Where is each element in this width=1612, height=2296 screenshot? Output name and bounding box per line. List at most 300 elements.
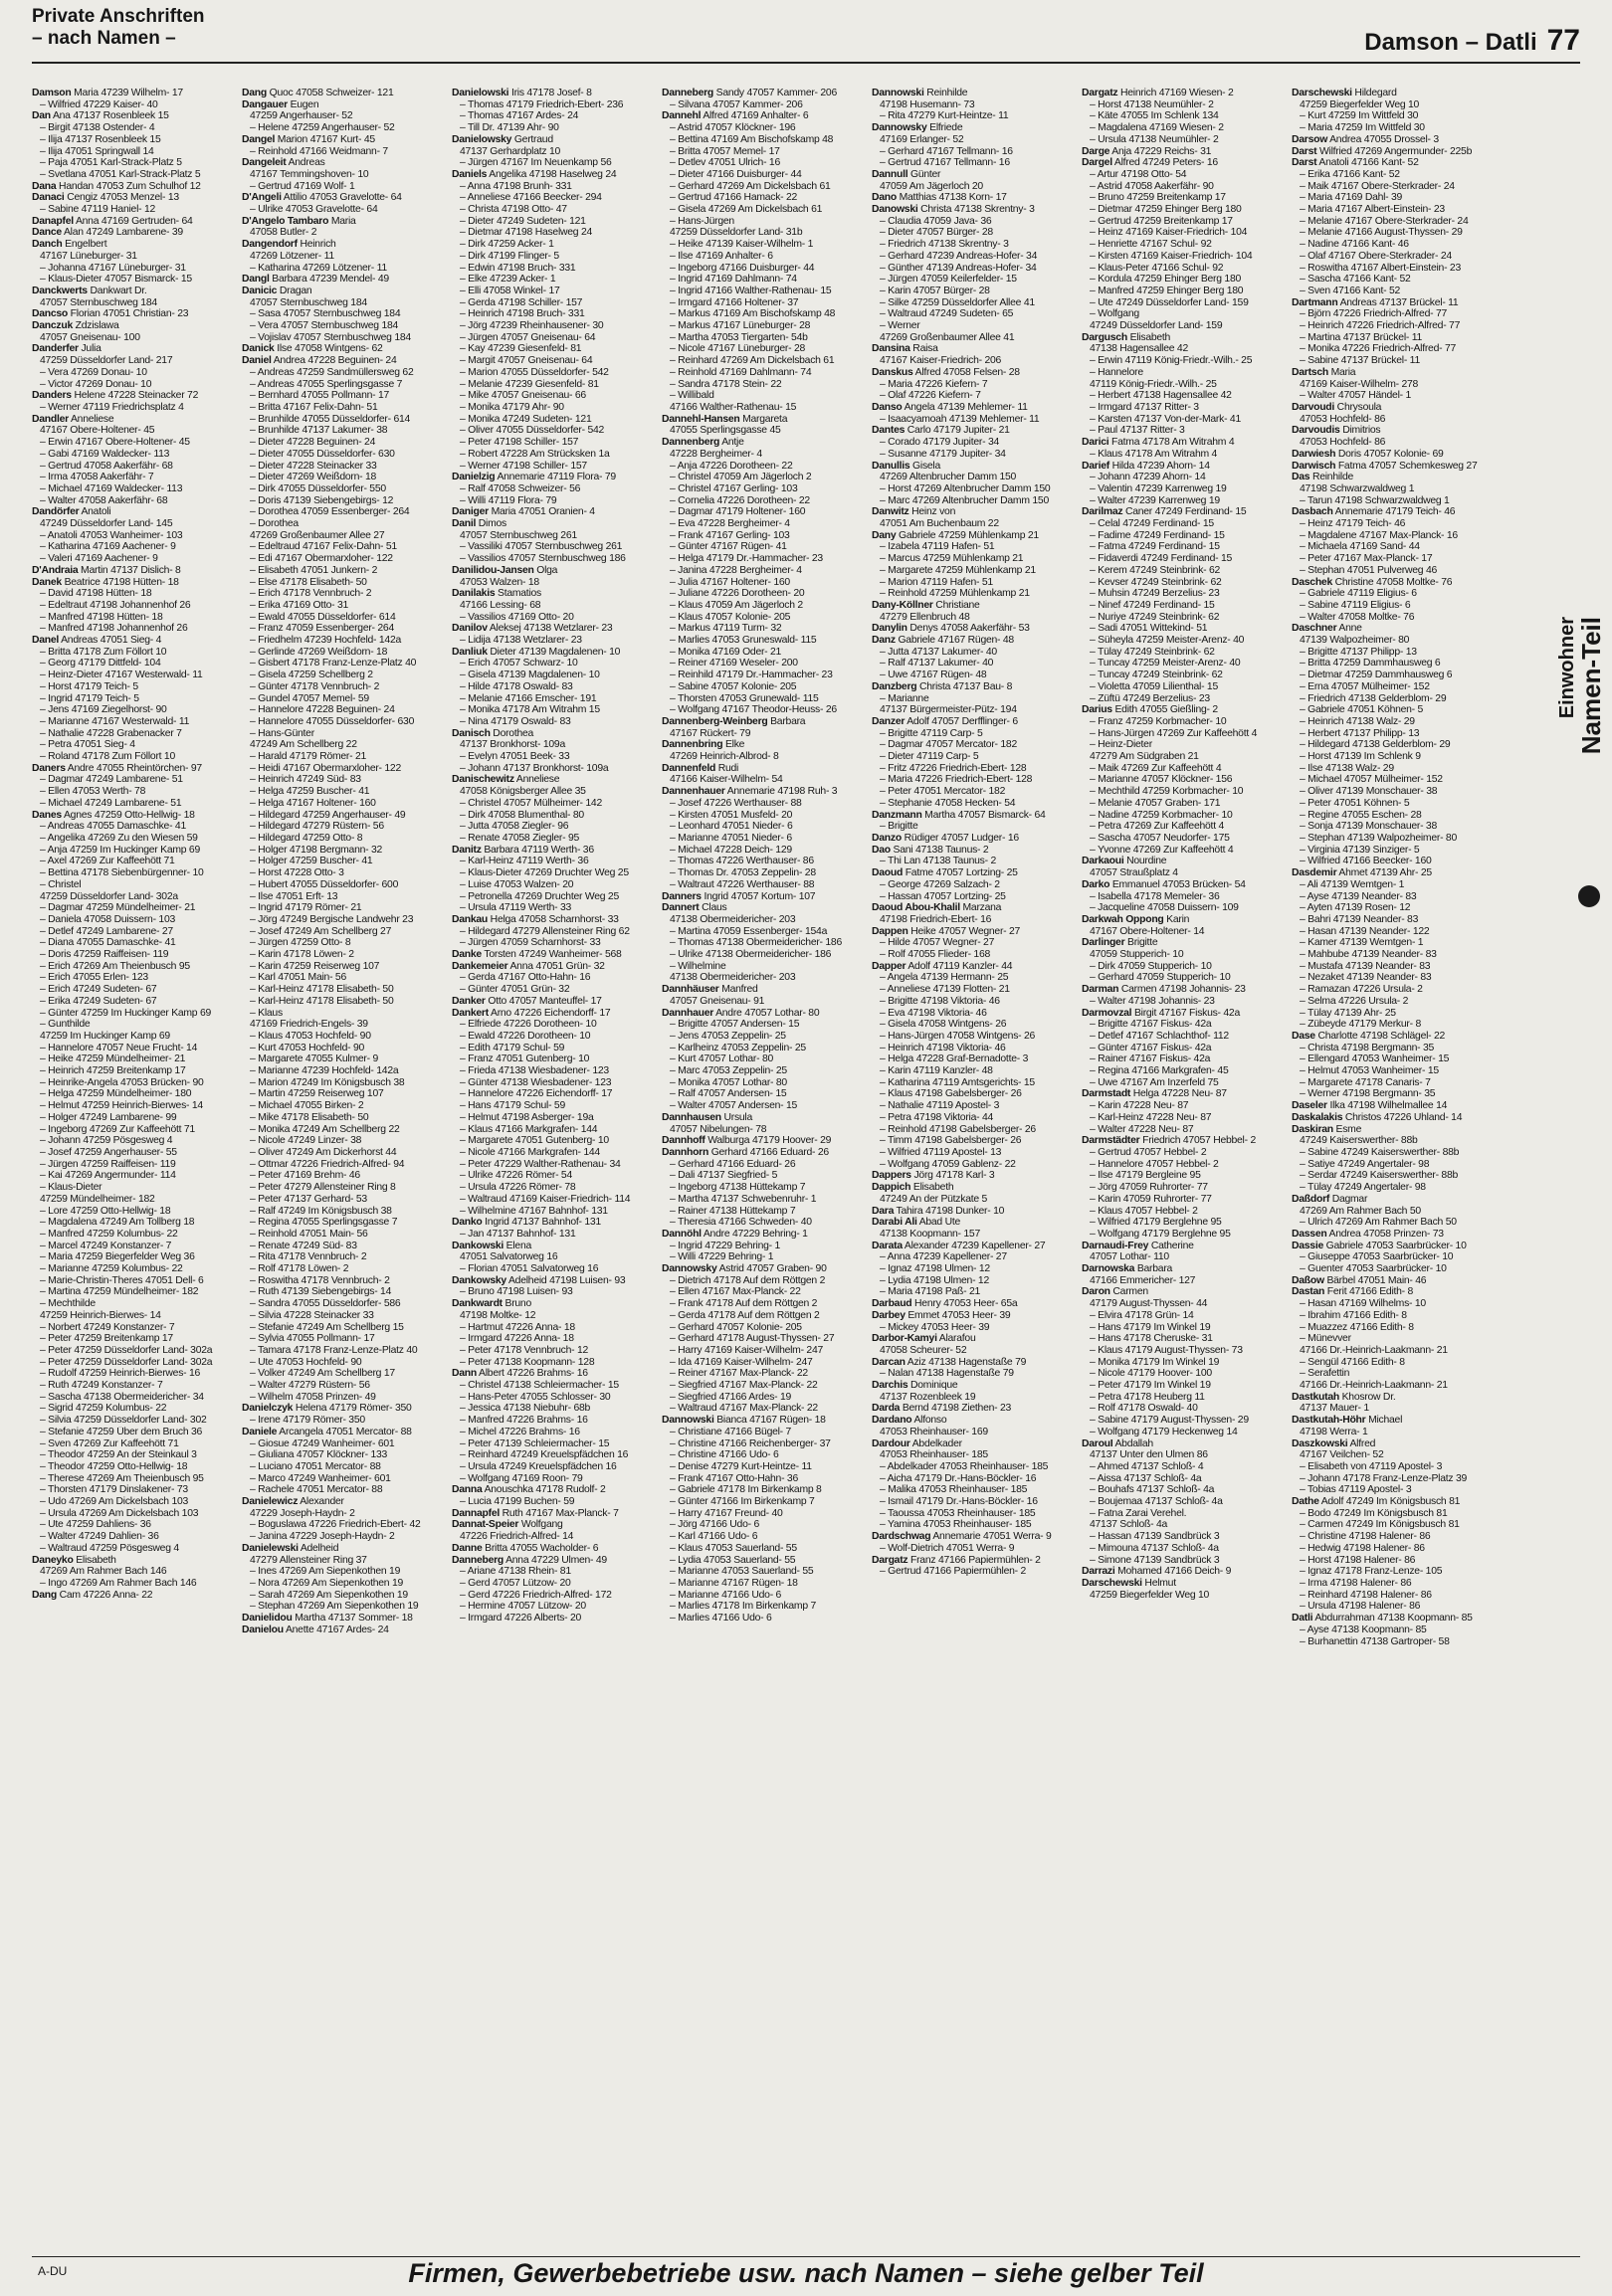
entry-details: Annemarie 47179 Teich- 46 bbox=[1332, 506, 1456, 518]
continuation-entry: – Wolfgang 47059 Gablenz- 22 bbox=[880, 1158, 1016, 1170]
continuation-entry: – Sven 47269 Zur Kaffeehött 71 bbox=[40, 1437, 179, 1449]
continuation-entry: – Ralf 47057 Andersen- 15 bbox=[670, 1088, 787, 1100]
continuation-entry: – Oliver 47139 Monschauer- 38 bbox=[1300, 786, 1438, 798]
continuation-entry: – Walter 47058 Aakerfähr- 68 bbox=[40, 494, 168, 506]
continuation-entry: – Harry 47167 Freund- 40 bbox=[670, 1507, 783, 1519]
continuation-entry: – Helga 47259 Buscher- 41 bbox=[250, 786, 370, 798]
surname-entry bbox=[1082, 88, 1286, 99]
surname: Darsow bbox=[1292, 133, 1328, 145]
continuation-entry: – Tuncay 47259 Meister-Arenz- 40 bbox=[1090, 658, 1241, 670]
continuation-entry: – Wolfgang 47179 Heckenweg 14 bbox=[1090, 1426, 1238, 1437]
continuation-entry: – Sven 47166 Kant- 52 bbox=[1300, 285, 1401, 296]
continuation-entry: – Sabine 47137 Brückel- 11 bbox=[1300, 355, 1420, 367]
continuation-entry: – Erwin 47119 König-Friedr.-Wilh.- 25 bbox=[1090, 355, 1253, 367]
entry-details: Doris 47057 Kolonie- 69 bbox=[1335, 448, 1444, 460]
entry-details: Dragan bbox=[277, 285, 312, 296]
continuation-entry: – Christel 47057 Mülheimer- 142 bbox=[460, 797, 602, 809]
surname-entry bbox=[242, 99, 446, 111]
surname-entry bbox=[1292, 1100, 1496, 1112]
continuation-entry: 47051 Am Buchenbaum 22 bbox=[880, 518, 999, 530]
surname: Danes bbox=[32, 809, 62, 821]
continuation-entry: – Christel bbox=[40, 878, 82, 890]
continuation-entry: – Irmgard 47137 Ritter- 3 bbox=[1090, 401, 1199, 413]
surname-entry bbox=[32, 286, 236, 297]
surname-entry bbox=[1292, 1124, 1496, 1136]
entry-details: Otto 47057 Manteuffel- 17 bbox=[485, 995, 602, 1007]
entry-details: Manfred bbox=[718, 984, 758, 996]
continuation-entry: – Hassan 47139 Sandbrück 3 bbox=[1090, 1531, 1220, 1543]
entry-details: Anatoli bbox=[79, 506, 111, 518]
surname: Darko bbox=[1082, 878, 1110, 890]
continuation-entry: 47053 Hochfeld- 86 bbox=[1300, 437, 1386, 449]
surname: Darwisch bbox=[1292, 460, 1336, 472]
continuation-entry: – Friedhelm 47239 Hochfeld- 142a bbox=[250, 635, 401, 647]
entry-details: Ingrid 47057 Kortum- 107 bbox=[701, 890, 816, 902]
surname: Danisch bbox=[452, 727, 491, 739]
surname-entry bbox=[1292, 1112, 1496, 1124]
continuation-entry: – Herbert 47138 Hagensallee 42 bbox=[1090, 390, 1232, 402]
continuation-entry: – Johann 47259 Pösgesweg 4 bbox=[40, 1135, 173, 1147]
continuation-entry: – Nadine 47259 Korbmacher- 10 bbox=[1090, 809, 1233, 821]
surname: Danullis bbox=[872, 460, 910, 472]
continuation-entry: – Horst 47198 Halener- 86 bbox=[1300, 1554, 1416, 1566]
continuation-entry: – Gerd 47057 Lützow- 20 bbox=[460, 1578, 571, 1589]
continuation-entry: – Brigitte 47198 Viktoria- 46 bbox=[880, 995, 1000, 1007]
surname-entry bbox=[872, 1380, 1076, 1392]
surname: Danaci bbox=[32, 192, 65, 204]
surname-entry bbox=[1292, 88, 1496, 99]
continuation-entry: – Ursula 47119 Werth- 33 bbox=[460, 902, 572, 914]
continuation-entry: – Gunthilde bbox=[40, 1019, 91, 1031]
continuation-entry: – Hans-Jürgen 47058 Wintgens- 26 bbox=[880, 1030, 1036, 1042]
surname: Dannhorn bbox=[662, 1146, 709, 1158]
entry-details: Reinhilde bbox=[1310, 472, 1354, 483]
continuation-entry: 47179 August-Thyssen- 44 bbox=[1090, 1298, 1208, 1310]
surname: Danch bbox=[32, 239, 63, 251]
continuation-entry: – Anneliese 47139 Flotten- 21 bbox=[880, 984, 1010, 996]
surname: Daschek bbox=[1292, 576, 1332, 588]
continuation-entry: 47057 Sternbuschweg 184 bbox=[250, 296, 367, 308]
surname-entry bbox=[452, 774, 656, 786]
continuation-entry: – Udo 47269 Am Dickelsbach 103 bbox=[40, 1496, 189, 1508]
continuation-entry: – Stephan 47139 Walpozheimer- 80 bbox=[1300, 833, 1457, 844]
surname: Daschner bbox=[1292, 623, 1337, 635]
continuation-entry: – Fatma 47249 Ferdinand- 15 bbox=[1090, 541, 1220, 553]
continuation-entry: – Reinhard 47249 Kreuelspfädchen 16 bbox=[460, 1449, 629, 1461]
continuation-entry: – Klaus 47198 Gabelsberger- 26 bbox=[880, 1088, 1022, 1100]
continuation-entry: – Kirsten 47051 Musfeld- 20 bbox=[670, 809, 793, 821]
continuation-entry: – Bettina 47169 Am Bischofskamp 48 bbox=[670, 133, 834, 145]
entry-details: Andreas 47051 Sieg- 4 bbox=[59, 635, 162, 647]
continuation-entry: – Klaus 47166 Markgrafen- 144 bbox=[460, 1123, 598, 1135]
continuation-entry: – Thomas 47138 Obermeidericher- 186 bbox=[670, 937, 842, 949]
continuation-entry: 47053 Rheinhauser- 185 bbox=[880, 1449, 988, 1461]
continuation-entry: – Marianne 47057 Klöckner- 156 bbox=[1090, 774, 1233, 786]
surname: Dappers bbox=[872, 1170, 911, 1182]
continuation-entry: – Celal 47249 Ferdinand- 15 bbox=[1090, 518, 1214, 530]
side-tab-line2: Namen-Teil bbox=[1576, 617, 1606, 755]
continuation-entry: – Peter 47169 Brehm- 46 bbox=[250, 1170, 360, 1182]
surname-entry bbox=[242, 1496, 446, 1508]
entry-details: Adelheid 47198 Luisen- 93 bbox=[505, 1274, 626, 1286]
surname: Dase bbox=[1292, 1030, 1315, 1042]
continuation-entry: – Kirsten 47169 Kaiser-Friedrich- 104 bbox=[1090, 250, 1253, 262]
surname: Daniele bbox=[242, 1426, 278, 1437]
entry-details: Henry 47053 Heer- 65a bbox=[911, 1298, 1018, 1310]
continuation-entry: – Monika 47226 Friedrich-Alfred- 77 bbox=[1300, 343, 1457, 355]
continuation-entry: – Heinrike-Angela 47053 Brücken- 90 bbox=[40, 1076, 204, 1088]
column-4 bbox=[662, 88, 866, 2256]
continuation-entry: – Gertrud 47166 Papiermühlen- 2 bbox=[880, 1566, 1027, 1578]
continuation-entry: – Nathalie 47228 Grabenacker 7 bbox=[40, 727, 182, 739]
continuation-entry: – Herbert 47137 Philipp- 13 bbox=[1300, 727, 1420, 739]
continuation-entry: – Maria 47226 Friedrich-Ebert- 128 bbox=[880, 774, 1033, 786]
surname-entry bbox=[452, 518, 656, 530]
continuation-entry: – Günter 47166 Im Birkenkamp 7 bbox=[670, 1496, 815, 1508]
entry-details: Britta 47055 Wacholder- 6 bbox=[482, 1542, 599, 1554]
continuation-entry: – Mike 47178 Elisabeth- 50 bbox=[250, 1111, 369, 1123]
continuation-entry: – Gerhard 47269 Am Dickelsbach 61 bbox=[670, 180, 831, 192]
surname: Darkwah Oppong bbox=[1082, 913, 1164, 925]
continuation-entry: – Gerhard 47239 Andreas-Hofer- 34 bbox=[880, 250, 1038, 262]
continuation-entry: – Thi Lan 47138 Taunus- 2 bbox=[880, 856, 996, 867]
continuation-entry: – Dieter 47166 Duisburger- 44 bbox=[670, 168, 802, 180]
entry-details: Helga 47228 Neu- 87 bbox=[1130, 1088, 1227, 1100]
continuation-entry: – Norbert 47249 Konstanzer- 7 bbox=[40, 1321, 175, 1333]
continuation-entry: – Reinhild 47179 Dr.-Hammacher- 23 bbox=[670, 670, 833, 681]
continuation-entry: 47169 Friedrich-Engels- 39 bbox=[250, 1019, 368, 1031]
continuation-entry: – Thomas 47167 Ardes- 24 bbox=[460, 110, 579, 122]
continuation-entry: – Hedwig 47198 Halener- 86 bbox=[1300, 1542, 1425, 1554]
continuation-entry: – Markus 47169 Am Bischofskamp 48 bbox=[670, 308, 836, 320]
surname-entry bbox=[452, 1241, 656, 1252]
continuation-entry: – Abdelkader 47053 Rheinhauser- 185 bbox=[880, 1460, 1049, 1472]
continuation-entry: – Bouhafs 47137 Schloß- 4a bbox=[1090, 1484, 1215, 1496]
surname-entry bbox=[242, 274, 446, 286]
entry-details: Olga bbox=[533, 564, 558, 576]
continuation-entry: – Stephan 47051 Pulverweg 46 bbox=[1300, 564, 1438, 576]
surname-entry bbox=[872, 1357, 1076, 1369]
continuation-entry: 47137 Gerhardplatz 10 bbox=[460, 145, 561, 157]
continuation-entry: 47137 Bürgermeister-Pütz- 194 bbox=[880, 704, 1017, 716]
continuation-entry: – Sabine 47119 Haniel- 12 bbox=[40, 204, 156, 216]
continuation-entry: 47053 Hochfeld- 86 bbox=[1300, 413, 1386, 425]
continuation-entry: – Heinrich 47138 Walz- 29 bbox=[1300, 715, 1415, 727]
entry-details: Raisa bbox=[909, 343, 938, 355]
continuation-entry: – Münevver bbox=[1300, 1333, 1351, 1345]
continuation-entry: – Edeltraut 47198 Johannenhof 26 bbox=[40, 599, 191, 611]
surname: Dathe bbox=[1292, 1496, 1319, 1508]
continuation-entry: 47167 Obere-Holtener- 14 bbox=[1090, 925, 1205, 937]
surname: Danne bbox=[452, 1542, 483, 1554]
surname: Danilov bbox=[452, 623, 488, 635]
continuation-entry: – Isabella 47178 Memeler- 36 bbox=[1090, 890, 1220, 902]
continuation-entry: 47166 Emmericher- 127 bbox=[1090, 1274, 1196, 1286]
continuation-entry: 47269 Großenbaumer Allee 41 bbox=[880, 331, 1015, 343]
continuation-entry: – Margarete 47259 Mühlenkamp 21 bbox=[880, 564, 1036, 576]
continuation-entry: – Julia 47167 Holtener- 160 bbox=[670, 576, 790, 588]
directory-columns bbox=[32, 88, 1534, 2256]
surname-entry bbox=[872, 425, 1076, 437]
entry-details: Abad Ute bbox=[916, 1217, 961, 1229]
continuation-entry: – Ursula 47226 Römer- 78 bbox=[460, 1182, 576, 1194]
entry-details: Christiane bbox=[932, 599, 980, 611]
continuation-entry: – Maria 47226 Kiefern- 7 bbox=[880, 378, 988, 390]
continuation-entry: – Maik 47269 Zur Kaffeehött 4 bbox=[1090, 762, 1222, 774]
entry-details: Adolf 47119 Kanzler- 44 bbox=[906, 960, 1013, 972]
entry-details: Anne bbox=[1336, 623, 1362, 635]
continuation-entry: 47198 Moltke- 12 bbox=[460, 1309, 536, 1321]
continuation-entry: 47058 Königsberger Allee 35 bbox=[460, 786, 586, 798]
entry-details: Annemarie 47198 Ruh- 3 bbox=[724, 786, 838, 798]
continuation-entry: – Willi 47119 Flora- 79 bbox=[460, 494, 557, 506]
surname-entry bbox=[32, 308, 236, 320]
continuation-entry: – Serafettin bbox=[1300, 1368, 1350, 1380]
surname-entry bbox=[32, 810, 236, 822]
continuation-entry: – Mahbube 47139 Neander- 83 bbox=[1300, 949, 1437, 961]
continuation-entry: – Ursula 47269 Am Dickelsbach 103 bbox=[40, 1507, 199, 1519]
surname-entry bbox=[452, 1217, 656, 1229]
surname-entry bbox=[1082, 1008, 1286, 1020]
continuation-entry: – Reinhold 47166 Weidmann- 7 bbox=[250, 145, 388, 157]
continuation-entry: – David 47198 Hütten- 18 bbox=[40, 588, 152, 600]
continuation-entry: – Walter 47228 Neu- 87 bbox=[1090, 1123, 1194, 1135]
surname: Dardano bbox=[872, 1415, 912, 1427]
continuation-entry: – Hildegard 47279 Allensteiner Ring 62 bbox=[460, 925, 630, 937]
continuation-entry: – Martina 47137 Brückel- 11 bbox=[1300, 331, 1423, 343]
continuation-entry: – Günter 47051 Grün- 32 bbox=[460, 984, 570, 996]
surname: Danil bbox=[452, 518, 477, 530]
continuation-entry: – Angela 47139 Hermann- 25 bbox=[880, 972, 1009, 984]
continuation-entry: 47169 Kaiser-Wilhelm- 278 bbox=[1300, 378, 1419, 390]
entry-details: Bärbel 47051 Main- 46 bbox=[1323, 1274, 1427, 1286]
entry-details: Sani 47138 Taunus- 2 bbox=[890, 844, 989, 856]
surname-entry bbox=[872, 1403, 1076, 1415]
surname: Danielczyk bbox=[242, 1403, 294, 1415]
surname-entry bbox=[872, 1438, 1076, 1450]
continuation-entry: – Nicole 47179 Hoover- 100 bbox=[1090, 1368, 1212, 1380]
continuation-entry: – Marianne 47051 Nieder- 6 bbox=[670, 833, 792, 844]
continuation-entry: – Sabine 47057 Kolonie- 205 bbox=[670, 680, 797, 692]
continuation-entry: 47167 Temmingshoven- 10 bbox=[250, 168, 369, 180]
continuation-entry: – Hannelore 47057 Hebbel- 2 bbox=[1090, 1158, 1219, 1170]
surname-entry bbox=[452, 728, 656, 740]
continuation-entry: 47259 Düsseldorfer Land- 31b bbox=[670, 227, 803, 239]
continuation-entry: – Ursula 47198 Halener- 86 bbox=[1300, 1601, 1421, 1613]
surname-entry bbox=[1292, 1194, 1496, 1206]
surname-entry bbox=[32, 216, 236, 228]
entry-details: Mohamed 47166 Deich- 9 bbox=[1114, 1566, 1232, 1578]
entry-details: Elena bbox=[504, 1240, 532, 1251]
entry-details: Beatrice 47198 Hütten- 18 bbox=[61, 576, 179, 588]
continuation-entry: – Jürgen 47059 Scharnhorst- 33 bbox=[460, 937, 601, 949]
continuation-entry: – Jessica 47138 Niebuhr- 68b bbox=[460, 1403, 591, 1415]
continuation-entry: – Maria 47198 Paß- 21 bbox=[880, 1286, 981, 1298]
surname: Dargel bbox=[1082, 157, 1112, 169]
surname: D'Angeli bbox=[242, 192, 282, 204]
continuation-entry: – Ingrid 47169 Dahlmann- 74 bbox=[670, 274, 797, 286]
continuation-entry: – Manfred 47259 Kolumbus- 22 bbox=[40, 1228, 178, 1240]
continuation-entry: – Cornelia 47226 Dorotheen- 22 bbox=[670, 494, 810, 506]
continuation-entry: 47259 Düsseldorfer Land- 217 bbox=[40, 355, 173, 367]
continuation-entry: – Sarah 47269 Am Siepenkothen 19 bbox=[250, 1589, 408, 1601]
entry-details: Barbara bbox=[767, 715, 806, 727]
continuation-entry: – Ilija 47137 Rosenbleek 15 bbox=[40, 133, 161, 145]
entry-details: Anouschka 47178 Rudolf- 2 bbox=[482, 1484, 606, 1496]
surname-entry bbox=[872, 635, 1076, 647]
continuation-entry: 47057 Sternbuschweg 261 bbox=[460, 529, 577, 541]
surname: Dappen bbox=[872, 925, 908, 937]
surname: Dastan bbox=[1292, 1286, 1325, 1298]
surname-entry bbox=[1082, 984, 1286, 996]
continuation-entry: – Ellen 47167 Max-Planck- 22 bbox=[670, 1286, 801, 1298]
continuation-entry: 47166 Dr.-Heinrich-Laakmann- 21 bbox=[1300, 1380, 1448, 1392]
continuation-entry: 47059 Stupperich- 10 bbox=[1090, 949, 1184, 961]
continuation-entry: – Rainer 47167 Fiskus- 42a bbox=[1090, 1053, 1211, 1065]
continuation-entry: – Magdalena 47249 Am Tollberg 18 bbox=[40, 1217, 195, 1229]
footer-rule bbox=[32, 2256, 1580, 2257]
continuation-entry: – Luciano 47051 Mercator- 88 bbox=[250, 1460, 381, 1472]
surname-entry bbox=[32, 1590, 236, 1602]
continuation-entry: – Nicole 47167 Lüneburger- 28 bbox=[670, 343, 806, 355]
continuation-entry: – Christel 47059 Am Jägerloch 2 bbox=[670, 472, 812, 483]
surname-entry bbox=[1292, 1496, 1496, 1508]
continuation-entry: – Ariane 47138 Rhein- 81 bbox=[460, 1566, 571, 1578]
continuation-entry: – Dietmar 47198 Haselweg 24 bbox=[460, 227, 593, 239]
surname-entry bbox=[872, 1333, 1076, 1345]
continuation-entry: – Jan 47137 Bahnhof- 131 bbox=[460, 1228, 576, 1240]
surname-entry bbox=[452, 1519, 656, 1531]
continuation-entry: – Anja 47259 Im Huckinger Kamp 69 bbox=[40, 844, 200, 856]
entry-details: Carlo 47179 Jupiter- 21 bbox=[905, 425, 1010, 437]
continuation-entry: – Marion 47119 Hafen- 51 bbox=[880, 576, 993, 588]
continuation-entry: – Ilija 47051 Springwall 14 bbox=[40, 145, 154, 157]
continuation-entry: 47137 Unter den Ulmen 86 bbox=[1090, 1449, 1208, 1461]
continuation-entry: – Dirk 47058 Blumenthal- 80 bbox=[460, 809, 584, 821]
surname-entry bbox=[1292, 1275, 1496, 1287]
continuation-entry: – Selma 47226 Ursula- 2 bbox=[1300, 995, 1409, 1007]
continuation-entry: – Jörg 47239 Rheinhausener- 30 bbox=[460, 320, 604, 332]
surname: Danz bbox=[872, 635, 896, 647]
continuation-entry: – Karin 47178 Löwen- 2 bbox=[250, 949, 354, 961]
continuation-entry: – Erika 47169 Otto- 31 bbox=[250, 599, 349, 611]
continuation-entry: – Horst 47139 Im Schlenk 9 bbox=[1300, 751, 1421, 763]
continuation-entry: – Oliver 47249 Am Dickerhorst 44 bbox=[250, 1146, 397, 1158]
entry-details: Elisabeth bbox=[1126, 331, 1171, 343]
continuation-entry: – Brigitte 47137 Philipp- 13 bbox=[1300, 646, 1417, 658]
continuation-entry: – Sasa 47057 Sternbuschweg 184 bbox=[250, 308, 401, 320]
entry-details: Annemarie 47051 Werra- 9 bbox=[930, 1531, 1052, 1543]
surname: Daoud Abou-Khalil bbox=[872, 902, 960, 914]
surname: Darst bbox=[1292, 157, 1317, 169]
continuation-entry: – Helmut 47053 Wanheimer- 15 bbox=[1300, 1065, 1439, 1077]
continuation-entry: – Katharina 47269 Lötzener- 11 bbox=[250, 262, 387, 274]
continuation-entry: – Heike 47139 Kaiser-Wilhelm- 1 bbox=[670, 239, 814, 251]
entry-details: Alan 47249 Lambarene- 39 bbox=[61, 227, 183, 239]
entry-details: Helmut bbox=[1141, 1578, 1176, 1589]
continuation-entry: – Hermine 47057 Lützow- 20 bbox=[460, 1601, 586, 1613]
continuation-entry: – Markus 47167 Lüneburger- 28 bbox=[670, 320, 811, 332]
continuation-entry: – Gertrud 47058 Aakerfähr- 68 bbox=[40, 460, 173, 472]
continuation-entry: – Holger 47259 Buscher- 41 bbox=[250, 856, 373, 867]
entry-details: Maria 47051 Oranien- 4 bbox=[488, 506, 595, 518]
continuation-entry: – Jens 47169 Ziegelhorst- 90 bbox=[40, 704, 167, 716]
continuation-entry: – Helga 47167 Holtener- 160 bbox=[250, 797, 376, 809]
surname-entry bbox=[872, 506, 1076, 518]
continuation-entry: – Volker 47249 Am Schellberg 17 bbox=[250, 1368, 395, 1380]
continuation-entry: – Edwin 47198 Bruch- 331 bbox=[460, 262, 576, 274]
continuation-entry: – Peter 47051 Mercator- 182 bbox=[880, 786, 1006, 798]
continuation-entry: – Gisela 47269 Am Dickelsbach 61 bbox=[670, 204, 823, 216]
surname-entry bbox=[452, 472, 656, 483]
continuation-entry: – Gertrud 47167 Tellmann- 16 bbox=[880, 157, 1010, 169]
continuation-entry: – Sascha 47166 Kant- 52 bbox=[1300, 274, 1411, 286]
continuation-entry: – Helga 47228 Graf-Bernadotte- 3 bbox=[880, 1053, 1029, 1065]
continuation-entry: – Rudolf 47259 Heinrich-Bierwes- 16 bbox=[40, 1368, 201, 1380]
continuation-entry: – Dieter 47269 Weißdorn- 18 bbox=[250, 472, 377, 483]
continuation-entry: – Vera 47269 Donau- 10 bbox=[40, 366, 147, 378]
continuation-entry: 47057 Lothar- 110 bbox=[1090, 1251, 1169, 1263]
surname-entry bbox=[1082, 1578, 1286, 1590]
continuation-entry: – Mechthilde bbox=[40, 1298, 96, 1310]
continuation-entry: 47279 Am Südgraben 21 bbox=[1090, 751, 1199, 763]
continuation-entry: – Peter 47259 Breitenkamp 17 bbox=[40, 1333, 173, 1345]
surname: Danicic bbox=[242, 285, 278, 296]
entry-details: Maria 47239 Wilhelm- 17 bbox=[71, 88, 183, 98]
continuation-entry: – Heidi 47167 Obermarxloher- 122 bbox=[250, 762, 401, 774]
surname-entry bbox=[872, 1531, 1076, 1543]
surname-entry bbox=[452, 506, 656, 518]
continuation-entry: – Ralf 47058 Schweizer- 56 bbox=[460, 482, 581, 494]
continuation-entry: – Georg 47179 Dittfeld- 104 bbox=[40, 658, 161, 670]
continuation-entry: – Dorothea bbox=[250, 518, 299, 530]
surname-entry bbox=[1082, 1263, 1286, 1275]
continuation-entry: – Britta 47167 Felix-Dahn- 51 bbox=[250, 401, 378, 413]
surname: Dargatz bbox=[1082, 88, 1118, 98]
surname-entry bbox=[872, 530, 1076, 542]
entry-details: Ferit 47166 Edith- 8 bbox=[1324, 1286, 1414, 1298]
continuation-entry: – Karin 47057 Bürger- 28 bbox=[880, 285, 990, 296]
surname-entry bbox=[1082, 1286, 1286, 1298]
surname: Dassen bbox=[1292, 1228, 1327, 1240]
continuation-entry: – Hubert 47055 Düsseldorfer- 600 bbox=[250, 878, 399, 890]
continuation-entry: – Johann 47239 Ahorn- 14 bbox=[1090, 472, 1206, 483]
continuation-entry: – Janina 47228 Bergheimer- 4 bbox=[670, 564, 802, 576]
continuation-entry: – Marc 47053 Zeppelin- 25 bbox=[670, 1065, 787, 1077]
continuation-entry: – Helmut 47198 Asberger- 19a bbox=[460, 1111, 594, 1123]
entry-details: Gertraud bbox=[511, 133, 553, 145]
continuation-entry: – Bruno 47259 Breitenkamp 17 bbox=[1090, 192, 1226, 204]
continuation-entry: – Ignaz 47198 Ulmen- 12 bbox=[880, 1263, 990, 1275]
surname: Dardour bbox=[872, 1437, 910, 1449]
continuation-entry: – Ulrich 47269 Am Rahmer Bach 50 bbox=[1300, 1217, 1457, 1229]
entry-details: Zdzislawa bbox=[72, 320, 119, 332]
continuation-entry: – Stephan 47269 Am Siepenkothen 19 bbox=[250, 1601, 419, 1613]
surname: Dara bbox=[872, 1205, 895, 1217]
entry-details: Esme bbox=[1332, 1123, 1362, 1135]
continuation-entry: – Ibrahim 47166 Edith- 8 bbox=[1300, 1309, 1407, 1321]
surname-entry bbox=[452, 1275, 656, 1287]
column-1 bbox=[32, 88, 236, 2256]
surname: Danilidou-Jansen bbox=[452, 564, 534, 576]
continuation-entry: – Rainer 47138 Hüttekamp 7 bbox=[670, 1205, 796, 1217]
surname: Danielowsky bbox=[452, 133, 512, 145]
continuation-entry: – Else 47178 Elisabeth- 50 bbox=[250, 576, 367, 588]
continuation-entry: – Marion 47249 Im Königsbusch 38 bbox=[250, 1076, 405, 1088]
surname-entry bbox=[1082, 437, 1286, 449]
continuation-entry: – Uwe 47167 Am Inzerfeld 75 bbox=[1090, 1076, 1219, 1088]
continuation-entry: – Lucia 47199 Buchen- 59 bbox=[460, 1496, 575, 1508]
